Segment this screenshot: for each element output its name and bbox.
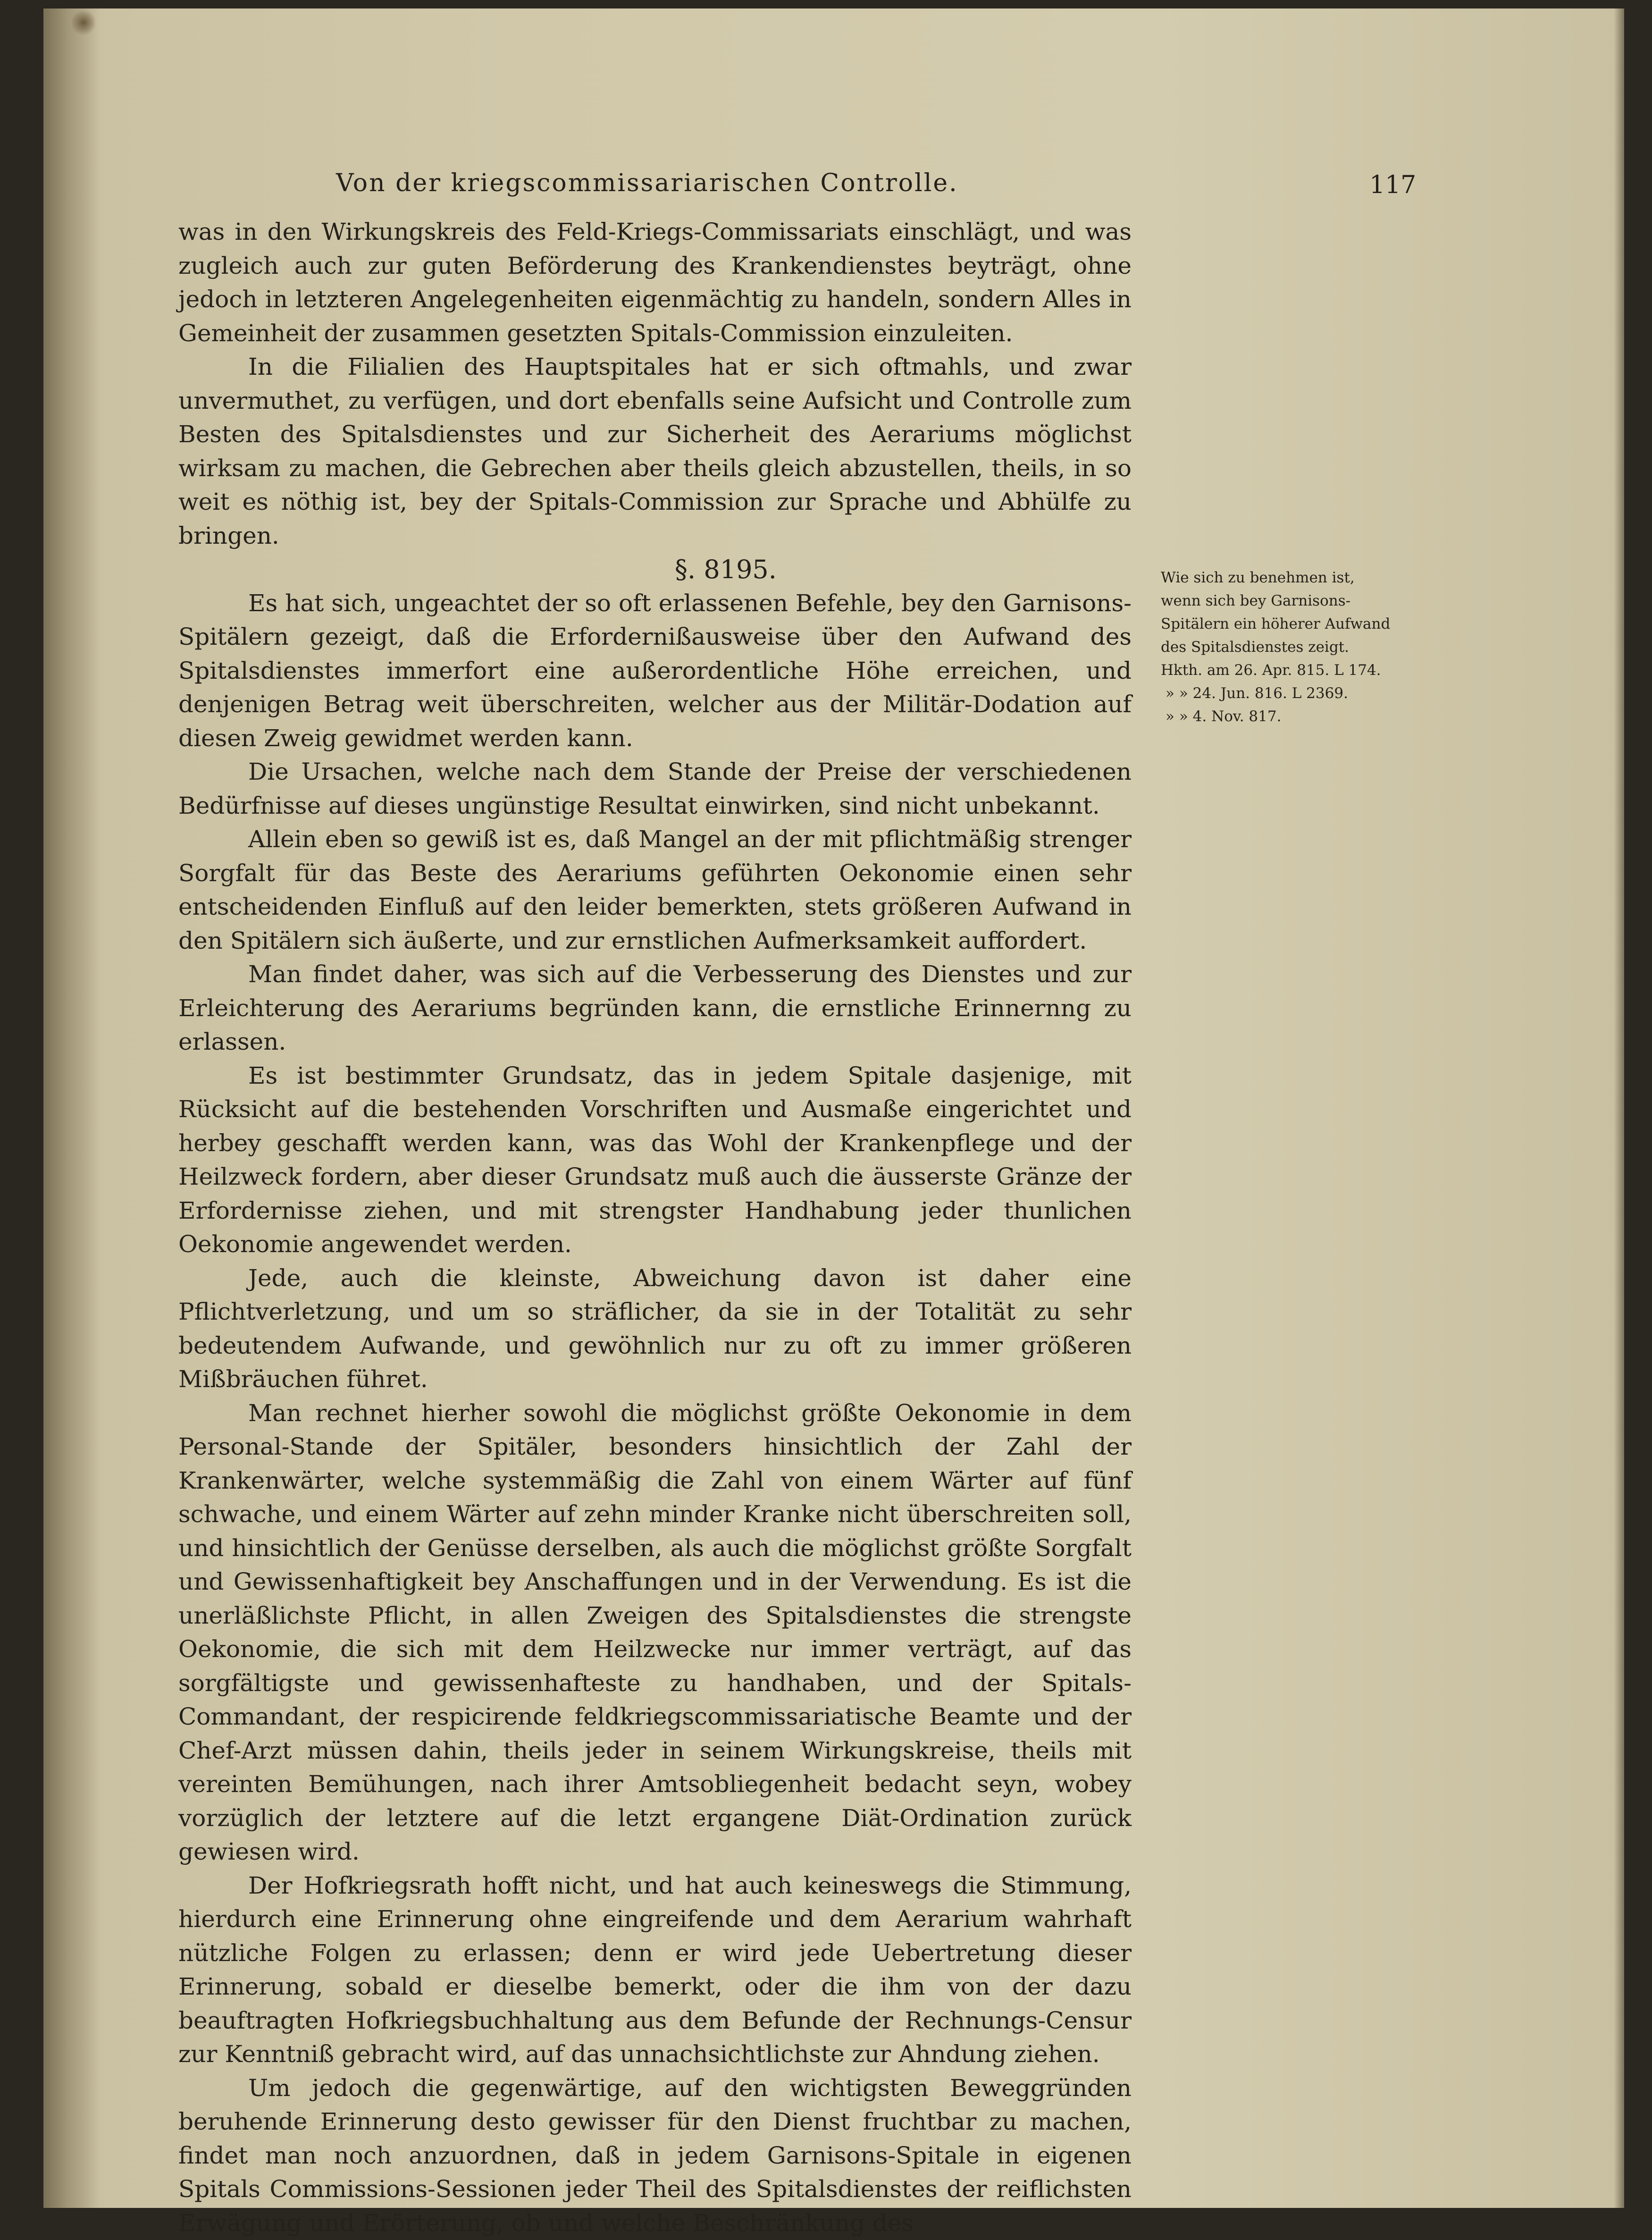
paragraph: Jede, auch die kleinste, Abweichung davon ist daher eine Pflichtverletzung, und um so sträflicher, da sie in der Totalität zu sehr bedeutendem Aufwande, und gewöhnlich nur zu oft zu immer größeren Mißbräuchen führet. xyxy=(178,1262,1132,1397)
paragraph: Man rechnet hierher sowohl die möglichst größte Oekonomie in dem Personal-Stande der Spitäler, besonders hinsichtlich der Zahl der Krankenwärter, welche systemmäßig die Zahl von einem Wärter auf fünf schwache, und einem Wärter auf zehn minder Kranke nicht überschreiten soll, und hinsichtlich der Genüsse derselben, als auch die möglichst größte Sorgfalt und Gewissenhaftigkeit bey Anschaffungen und in der Verwendung. Es ist die unerläßlichste Pflicht, in allen Zweigen des Spitalsdienstes die strengste Oekonomie, die sich mit dem Heilzwecke nur immer verträgt, auf das sorgfältigste und gewissenhafteste zu handhaben, und der Spitals-Commandant, der respicirende feldkriegscommissariatische Beamte und der Chef-Arzt müssen dahin, theils jeder in seinem Wirkungskreise, theils mit vereinten Bemühungen, nach ihrer Amtsobliegenheit bedacht seyn, wobey vorzüglich der letztere auf die letzt ergangene Diät-Ordination zurück gewiesen wird. xyxy=(178,1397,1132,1869)
margin-note-reference: » » 4. Nov. 817. xyxy=(1161,705,1397,728)
paragraph: was in den Wirkungskreis des Feld-Kriegs-Commissariats einschlägt, und was zugleich auch zur guten Beförderung des Krankendienstes beyträgt, ohne jedoch in letzteren Angelegenheiten eigenmächtig zu handeln, sondern Alles in Gemeinheit der zusammen gesetzten Spitals-Commission einzuleiten. xyxy=(178,215,1132,350)
page xyxy=(43,8,1624,2208)
binding-shadow xyxy=(43,8,99,2208)
paragraph: In die Filialien des Hauptspitales hat er sich oftmahls, und zwar unvermuthet, zu verfügen, und dort ebenfalls seine Aufsicht und Controlle zum Besten des Spitalsdienstes und zur Sicherheit des Aerariums möglichst wirksam zu machen, die Gebrechen aber theils gleich abzustellen, theils, in so weit es nöthig ist, bey der Spitals-Commission zur Sprache und Abhülfe zu bringen. xyxy=(178,350,1132,553)
paragraph: Um jedoch die gegenwärtige, auf den wichtigsten Beweggründen beruhende Erinnerung desto gewisser für den Dienst fruchtbar zu machen, findet man noch anzuordnen, daß in jedem Garnisons-Spitale in eigenen Spitals Commissions-Sessionen jeder Theil des Spitalsdienstes der reiflichsten Erwägung und Erörterung, ob und welche Beschränkung des xyxy=(178,2072,1132,2240)
paragraph: Der Hofkriegsrath hofft nicht, und hat auch keineswegs die Stimmung, hierdurch eine Erinnerung ohne eingreifende und dem Aerarium wahrhaft nützliche Folgen zu erlassen; denn er wird jede Uebertretung dieser Erinnerung, sobald er dieselbe bemerkt, oder die ihm von der dazu beauftragten Hofkriegsbuchhaltung aus dem Befunde der Rechnungs-Censur zur Kenntniß gebracht wird, auf das unnachsichtlichste zur Ahndung ziehen. xyxy=(178,1869,1132,2072)
paragraph: Es hat sich, ungeachtet der so oft erlassenen Befehle, bey den Garnisons-Spitälern gezeigt, daß die Erfordernißausweise über den Aufwand des Spitalsdienstes immerfort eine außerordentliche Höhe erreichen, und denjenigen Betrag weit überschreiten, welcher aus der Militär-Dodation auf diesen Zweig gewidmet werden kann. xyxy=(178,587,1132,756)
margin-note-reference: » » 24. Jun. 816. L 2369. xyxy=(1161,682,1397,705)
paragraph: Die Ursachen, welche nach dem Stande der Preise der verschiedenen Bedürfnisse auf dieses ungünstige Resultat einwirken, sind nicht unbekannt. xyxy=(178,755,1132,823)
paragraph: Allein eben so gewiß ist es, daß Mangel an der mit pflichtmäßig strenger Sorgfalt für das Beste des Aerariums geführten Oekonomie einen sehr entscheidenden Einfluß auf den leider bemerkten, stets größeren Aufwand in den Spitälern sich äußerte, und zur ernstlichen Aufmerksamkeit auffordert. xyxy=(178,823,1132,958)
main-text xyxy=(178,215,1132,2240)
paragraph: Man findet daher, was sich auf die Verbesserung des Dienstes und zur Erleichterung des Aerariums begründen kann, die ernstliche Erinnernng zu erlassen. xyxy=(178,958,1132,1059)
margin-note xyxy=(1161,566,1397,728)
running-title: Von der kriegscommissariarischen Controlle. xyxy=(336,169,997,197)
page-number: 117 xyxy=(1369,171,1416,199)
paper-stain xyxy=(72,8,95,37)
margin-note-text: Wie sich zu benehmen ist, wenn sich bey Garnisons-Spitälern ein höherer Aufwand des Spitalsdienstes zeigt. xyxy=(1161,566,1397,659)
section-heading: §. 8195. xyxy=(178,553,1132,587)
paragraph: Es ist bestimmter Grundsatz, das in jedem Spitale dasjenige, mit Rücksicht auf die bestehenden Vorschriften und Ausmaße eingerichtet und herbey geschafft werden kann, was das Wohl der Krankenpflege und der Heilzweck fordern, aber dieser Grundsatz muß auch die äusserste Gränze der Erfordernisse ziehen, und mit strengster Handhabung jeder thunlichen Oekonomie angewendet werden. xyxy=(178,1059,1132,1262)
margin-note-reference: Hkth. am 26. Apr. 815. L 174. xyxy=(1161,659,1397,682)
page-edge xyxy=(1614,8,1624,2208)
